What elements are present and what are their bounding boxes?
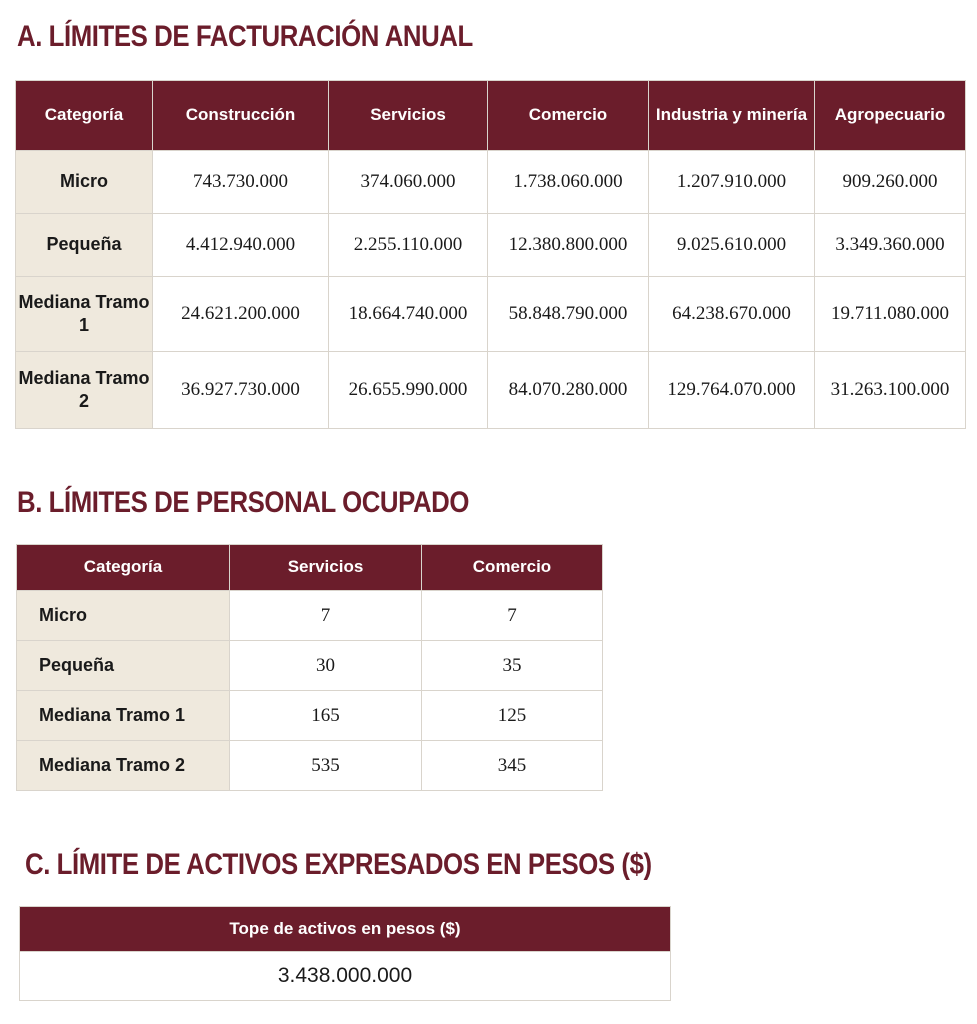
table-cell: 64.238.670.000 <box>649 277 815 352</box>
assets-value: 3.438.000.000 <box>20 952 671 1001</box>
column-header: Comercio <box>422 545 603 591</box>
table-row <box>17 741 603 791</box>
column-header: Categoría <box>16 81 153 151</box>
table-header-row <box>20 907 671 952</box>
row-category: Mediana Tramo 1 <box>16 277 153 352</box>
staff-limits-table <box>16 544 603 791</box>
table-cell: 165 <box>230 691 422 741</box>
column-header: Tope de activos en pesos ($) <box>20 907 671 952</box>
table-cell: 9.025.610.000 <box>649 214 815 277</box>
column-header: Servicios <box>329 81 488 151</box>
row-category: Mediana Tramo 2 <box>16 352 153 429</box>
table-row <box>16 151 966 214</box>
section-c-title: C. LÍMITE DE ACTIVOS EXPRESADOS EN PESOS ($) <box>25 848 652 881</box>
table-cell: 1.207.910.000 <box>649 151 815 214</box>
column-header: Agropecuario <box>815 81 966 151</box>
table-cell: 125 <box>422 691 603 741</box>
assets-limit-table <box>19 906 671 1001</box>
table-cell: 345 <box>422 741 603 791</box>
column-header: Industria y minería <box>649 81 815 151</box>
table-cell: 24.621.200.000 <box>153 277 329 352</box>
row-category: Micro <box>17 591 230 641</box>
table-cell: 1.738.060.000 <box>488 151 649 214</box>
column-header: Servicios <box>230 545 422 591</box>
table-cell: 84.070.280.000 <box>488 352 649 429</box>
table-row <box>20 952 671 1001</box>
table-cell: 7 <box>230 591 422 641</box>
table-cell: 31.263.100.000 <box>815 352 966 429</box>
table-cell: 129.764.070.000 <box>649 352 815 429</box>
row-category: Micro <box>16 151 153 214</box>
table-cell: 19.711.080.000 <box>815 277 966 352</box>
billing-limits-table <box>15 80 966 429</box>
table-cell: 2.255.110.000 <box>329 214 488 277</box>
table-row <box>17 591 603 641</box>
table-cell: 909.260.000 <box>815 151 966 214</box>
table-cell: 18.664.740.000 <box>329 277 488 352</box>
table-cell: 7 <box>422 591 603 641</box>
row-category: Pequeña <box>17 641 230 691</box>
table-cell: 535 <box>230 741 422 791</box>
table-cell: 3.349.360.000 <box>815 214 966 277</box>
table-header-row <box>16 81 966 151</box>
table-row <box>17 691 603 741</box>
table-cell: 30 <box>230 641 422 691</box>
table-row <box>16 352 966 429</box>
table-cell: 12.380.800.000 <box>488 214 649 277</box>
table-cell: 743.730.000 <box>153 151 329 214</box>
table-cell: 4.412.940.000 <box>153 214 329 277</box>
table-cell: 36.927.730.000 <box>153 352 329 429</box>
column-header: Construcción <box>153 81 329 151</box>
row-category: Mediana Tramo 2 <box>17 741 230 791</box>
table-row <box>16 214 966 277</box>
row-category: Pequeña <box>16 214 153 277</box>
table-cell: 26.655.990.000 <box>329 352 488 429</box>
table-row <box>16 277 966 352</box>
table-cell: 58.848.790.000 <box>488 277 649 352</box>
table-cell: 374.060.000 <box>329 151 488 214</box>
column-header: Categoría <box>17 545 230 591</box>
table-header-row <box>17 545 603 591</box>
column-header: Comercio <box>488 81 649 151</box>
row-category: Mediana Tramo 1 <box>17 691 230 741</box>
table-cell: 35 <box>422 641 603 691</box>
table-row <box>17 641 603 691</box>
section-a-title: A. LÍMITES DE FACTURACIÓN ANUAL <box>17 20 473 53</box>
section-b-title: B. LÍMITES DE PERSONAL OCUPADO <box>17 486 470 519</box>
